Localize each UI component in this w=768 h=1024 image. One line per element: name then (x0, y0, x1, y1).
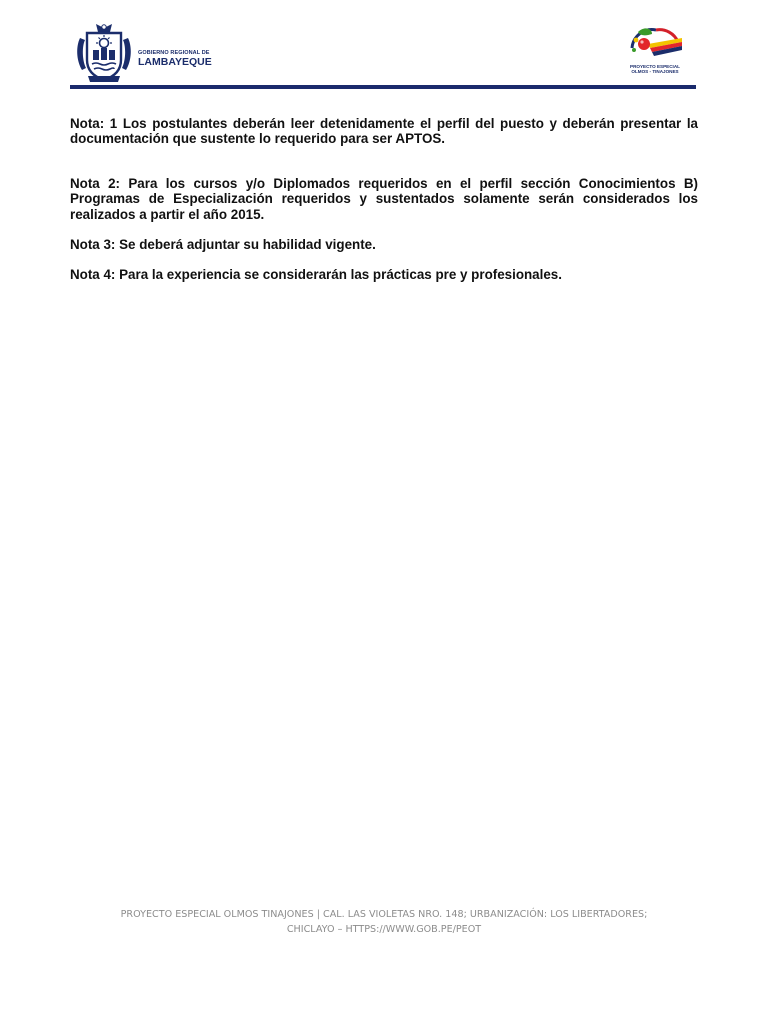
note-3: Nota 3: Se deberá adjuntar su habilidad vigente. (70, 237, 376, 253)
note-2: Nota 2: Para los cursos y/o Diplomados requeridos en el perfil sección Conocimientos B) Programas de Especialización requeridos y sustentados solamente serán considerados los realizados a partir el año 2015. (70, 175, 698, 222)
footer-line-1: PROYECTO ESPECIAL OLMOS TINAJONES | CAL. LAS VIOLETAS NRO. 148; URBANIZACIÓN: LOS LIBERTADORES; (120, 909, 648, 920)
peot-logo-line2: OLMOS - TINAJONES (631, 69, 679, 75)
note-1: Nota: 1 Los postulantes deberán leer detenidamente el perfil del puesto y deberán presentar la documentación que sustente lo requerido para ser APTOS. (70, 116, 698, 147)
peot-logo (620, 22, 690, 80)
gore-logo-line1: GOBIERNO REGIONAL DE (138, 50, 210, 56)
gore-lambayeque-logo (74, 22, 212, 84)
header-divider (70, 85, 696, 89)
olmos-tinajones-logo-icon (620, 22, 690, 64)
note-4: Nota 4: Para la experiencia se considerarán las prácticas pre y profesionales. (70, 267, 562, 283)
notes-section (70, 116, 698, 283)
coat-of-arms-icon (74, 22, 134, 84)
peot-logo-caption (620, 64, 690, 75)
footer-line-2: CHICLAYO – HTTPS://WWW.GOB.PE/PEOT (286, 923, 482, 935)
page-header (70, 18, 696, 90)
peot-logo-line1: PROYECTO ESPECIAL (630, 64, 680, 69)
gore-logo-line2: LAMBAYEQUE (138, 56, 212, 68)
page-footer (90, 908, 678, 937)
